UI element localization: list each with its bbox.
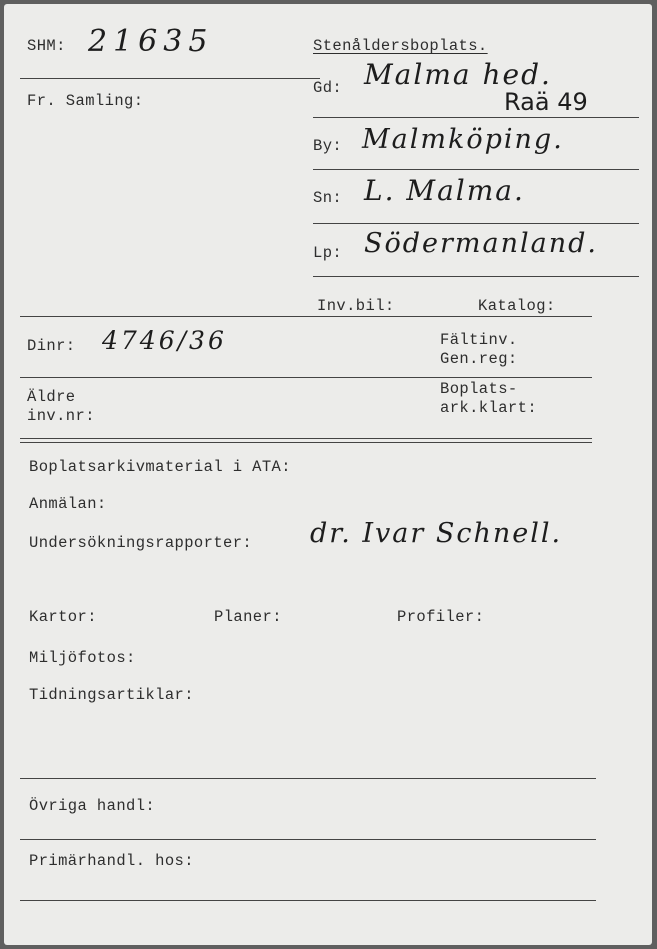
divider: [20, 900, 596, 901]
faltinv-label: Fältinv.: [440, 331, 518, 349]
ark-klart-label: ark.klart:: [440, 399, 538, 417]
gd-label: Gd:: [313, 79, 343, 97]
sn-value: L. Malma.: [364, 174, 525, 207]
lp-value: Södermanland.: [364, 228, 598, 259]
aldre-label: Äldre: [27, 388, 76, 406]
divider: [20, 377, 592, 378]
double-rule-bottom: [20, 442, 592, 443]
sn-label: Sn:: [313, 189, 343, 207]
archive-heading: Boplatsarkivmaterial i ATA:: [29, 458, 291, 476]
by-value: Malmköping.: [362, 124, 564, 155]
raa-value: Raä 49: [504, 88, 588, 116]
archive-index-card: [4, 4, 652, 945]
boplats-label: Boplats-: [440, 380, 518, 398]
dinr-label: Dinr:: [27, 337, 76, 355]
shm-number: 21635: [88, 24, 214, 59]
inv-bil-label: Inv.bil:: [317, 297, 395, 315]
card-title: Stenåldersboplats.: [313, 37, 488, 55]
shm-label: SHM:: [27, 37, 66, 55]
divider: [313, 276, 639, 277]
primarhandl-label: Primärhandl. hos:: [29, 852, 194, 870]
gen-reg-label: Gen.reg:: [440, 350, 518, 368]
planer-label: Planer:: [214, 608, 282, 626]
divider: [20, 78, 320, 79]
inv-nr-label: inv.nr:: [27, 407, 95, 425]
lp-label: Lp:: [313, 244, 343, 262]
kartor-label: Kartor:: [29, 608, 97, 626]
double-rule-top: [20, 438, 592, 439]
divider: [20, 316, 592, 317]
divider: [313, 117, 639, 118]
profiler-label: Profiler:: [397, 608, 485, 626]
divider: [313, 223, 639, 224]
ovriga-label: Övriga handl:: [29, 797, 156, 815]
fr-samling-label: Fr. Samling:: [27, 92, 144, 110]
tidningsartiklar-label: Tidningsartiklar:: [29, 686, 194, 704]
by-label: By:: [313, 137, 343, 155]
divider: [20, 839, 596, 840]
miljofotos-label: Miljöfotos:: [29, 649, 136, 667]
divider: [20, 778, 596, 779]
undersokning-label: Undersökningsrapporter:: [29, 534, 253, 552]
divider: [313, 169, 639, 170]
katalog-label: Katalog:: [478, 297, 556, 315]
gd-value: Malma hed.: [364, 58, 552, 91]
undersokning-value: dr. Ivar Schnell.: [310, 518, 563, 549]
dinr-value: 4746/36: [102, 326, 227, 355]
anmalan-label: Anmälan:: [29, 495, 107, 513]
